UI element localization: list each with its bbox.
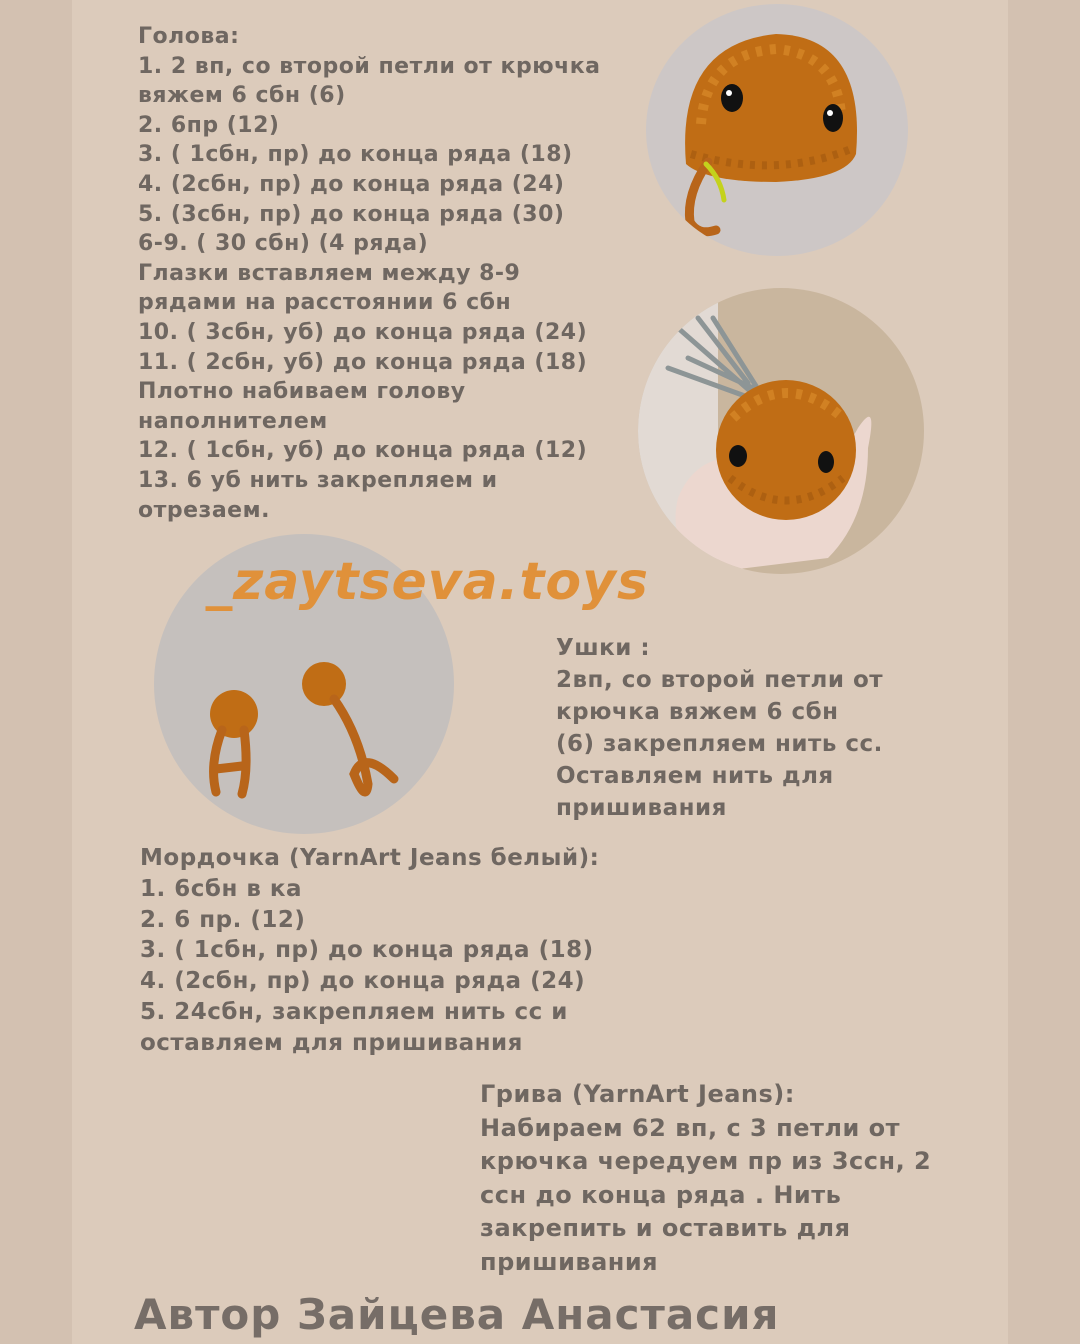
instruction-line: 1. 2 вп, со второй петли от крючка (138, 53, 601, 79)
instruction-line: отрезаем. (138, 497, 270, 523)
instruction-line: 4. (2сбн, пр) до конца ряда (24) (140, 968, 586, 995)
instruction-line: 12. ( 1сбн, уб) до конца ряда (12) (138, 438, 588, 464)
ears-instructions (556, 632, 883, 824)
instruction-line: наполнителем (138, 408, 328, 434)
instruction-line: Набираем 62 вп, с 3 петли от (480, 1113, 901, 1142)
instruction-line: 5. (3сбн, пр) до конца ряда (30) (138, 201, 565, 227)
stuffed-head-image (638, 288, 924, 574)
photo-stuffed-head (638, 288, 924, 574)
instruction-line: 2вп, со второй петли от (556, 667, 884, 693)
instruction-line: рядами на расстоянии 6 сбн (138, 290, 512, 316)
instruction-line: ссн до конца ряда . Нить (480, 1180, 842, 1209)
mane-title: Грива (YarnArt Jeans): (480, 1080, 795, 1108)
photo-crochet-head (646, 4, 908, 256)
instruction-line: 2. 6пр (12) (138, 112, 280, 138)
muzzle-title: Мордочка (YarnArt Jeans белый): (140, 845, 600, 871)
instruction-line: 5. 24сбн, закрепляем нить сс и (140, 998, 568, 1025)
instruction-line: 3. ( 1сбн, пр) до конца ряда (18) (138, 142, 573, 168)
instruction-line: Плотно набиваем голову (138, 379, 466, 405)
instruction-line: крючка чередуем пр из 3ссн, 2 (480, 1147, 932, 1176)
instruction-line: 3. ( 1сбн, пр) до конца ряда (18) (140, 937, 594, 964)
instruction-line: 4. (2сбн, пр) до конца ряда (24) (138, 171, 565, 197)
instruction-line: 1. 6сбн в ка (140, 875, 303, 902)
instruction-line: вяжем 6 сбн (6) (138, 83, 346, 109)
head-instructions (138, 22, 601, 525)
instruction-line: оставляем для пришивания (140, 1029, 523, 1056)
instruction-line: 10. ( 3сбн, уб) до конца ряда (24) (138, 319, 588, 345)
left-margin (0, 0, 72, 1344)
instruction-line: 11. ( 2сбн, уб) до конца ряда (18) (138, 349, 588, 375)
instruction-line: 6-9. ( 30 сбн) (4 ряда) (138, 231, 429, 257)
author-credit: Автор Зайцева Анастасия (134, 1290, 780, 1339)
instruction-line: закрепить и оставить для (480, 1214, 851, 1243)
crochet-head-image (646, 4, 908, 256)
instruction-line: 13. 6 уб нить закрепляем и (138, 467, 498, 493)
right-margin (1008, 0, 1080, 1344)
instruction-line: Оставляем нить для (556, 763, 834, 789)
mane-instructions (480, 1078, 931, 1280)
muzzle-instructions (140, 843, 599, 1059)
instruction-line: крючка вяжем 6 сбн (556, 699, 839, 725)
instruction-line: пришивания (480, 1247, 659, 1276)
watermark-brand: _zaytseva.toys (206, 552, 649, 612)
instruction-line: пришивания (556, 795, 727, 821)
instruction-line: (6) закрепляем нить сс. (556, 731, 883, 757)
ears-title: Ушки : (556, 635, 651, 661)
head-title: Голова: (138, 24, 240, 49)
instruction-line: Глазки вставляем между 8-9 (138, 260, 521, 286)
instruction-line: 2. 6 пр. (12) (140, 906, 306, 933)
